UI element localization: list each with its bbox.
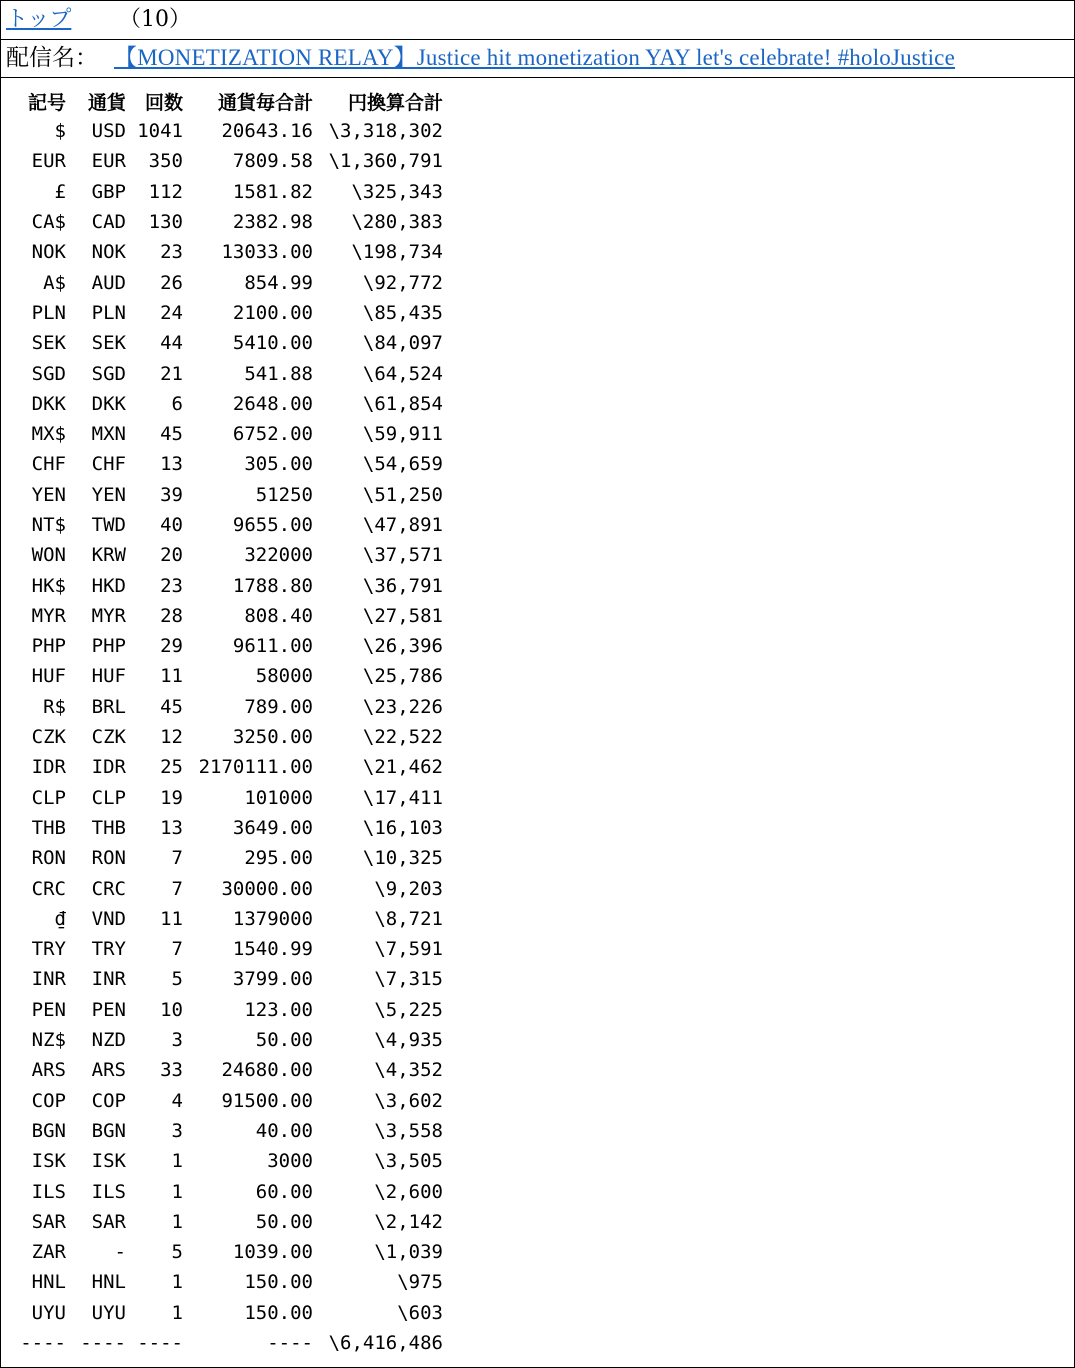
cell-yen-total: \5,225 — [374, 998, 443, 1021]
cell-symbol: BGN — [31, 1119, 66, 1142]
cell-count: 21 — [160, 362, 183, 385]
cell-currency-total: 123.00 — [244, 998, 313, 1021]
cell-currency-total: 3799.00 — [232, 968, 313, 991]
cell-yen-total: \47,891 — [362, 514, 443, 536]
cell-currency-total: 101000 — [244, 786, 313, 809]
header-symbol: 記号 — [27, 91, 66, 114]
cell-count: 12 — [160, 726, 183, 749]
cell-yen-total: \10,325 — [362, 847, 443, 870]
nav-row — [1, 1, 1074, 40]
cell-symbol: RON — [31, 847, 66, 870]
cell-count: 3 — [171, 1029, 183, 1052]
cell-currency: HNL — [91, 1271, 126, 1294]
table-row — [18, 873, 443, 903]
cell-symbol: ARS — [31, 1059, 66, 1082]
cell-currency: PLN — [91, 301, 126, 324]
cell-currency: NOK — [91, 241, 126, 264]
cell-currency-total: 3000 — [267, 1150, 313, 1173]
cell-currency-total: 541.88 — [244, 362, 313, 385]
table-row — [18, 631, 443, 661]
cell-symbol: UYU — [31, 1301, 66, 1324]
table-row — [18, 722, 443, 752]
cell-currency-total: 2100.00 — [232, 301, 313, 324]
cell-currency-total: 50.00 — [255, 1029, 313, 1052]
cell-yen-total: \92,772 — [362, 271, 443, 294]
cell-count: 6 — [171, 392, 183, 415]
cell-currency-total: 40.00 — [255, 1119, 313, 1142]
table-row — [18, 1237, 443, 1267]
footer-sep-2: ---- — [80, 1332, 126, 1355]
cell-yen-total: \325,343 — [351, 180, 443, 203]
cell-symbol: ₫ — [54, 907, 66, 930]
cell-count: 1 — [171, 1150, 183, 1173]
cell-count: 20 — [160, 544, 183, 567]
cell-currency: ARS — [91, 1059, 126, 1082]
cell-yen-total: \3,558 — [374, 1119, 443, 1142]
cell-count: 11 — [160, 665, 183, 688]
cell-currency-total: 91500.00 — [221, 1089, 313, 1112]
table-header — [18, 86, 443, 116]
cell-yen-total: \4,935 — [374, 1029, 443, 1052]
cell-yen-total: \23,226 — [362, 695, 443, 718]
cell-currency: TWD — [91, 514, 126, 536]
cell-currency: COP — [91, 1089, 126, 1112]
cell-currency-total: 51250 — [255, 483, 313, 506]
cell-symbol: THB — [31, 816, 66, 839]
cell-yen-total: \61,854 — [362, 392, 443, 415]
cell-yen-total: \85,435 — [362, 301, 443, 324]
cell-currency-total: 13033.00 — [221, 241, 313, 264]
table-row — [18, 358, 443, 388]
cell-yen-total: \17,411 — [362, 786, 443, 809]
cell-yen-total: \975 — [397, 1271, 443, 1294]
cell-yen-total: \36,791 — [362, 574, 443, 597]
cell-yen-total: \26,396 — [362, 635, 443, 658]
table-row — [18, 1025, 443, 1055]
cell-currency-total: 3649.00 — [232, 816, 313, 839]
item-count: （10） — [119, 7, 191, 32]
cell-currency-total: 6752.00 — [232, 423, 313, 446]
cell-currency: BGN — [91, 1119, 126, 1142]
table-row — [18, 934, 443, 964]
cell-count: 7 — [171, 847, 183, 870]
table-footer — [18, 1328, 443, 1358]
cell-currency: AUD — [91, 271, 126, 294]
cell-count: 11 — [160, 907, 183, 930]
cell-count: 1 — [171, 1210, 183, 1233]
table-row — [18, 540, 443, 570]
table-row — [18, 1207, 443, 1237]
cell-yen-total: \21,462 — [362, 756, 443, 779]
stream-title-row — [1, 40, 1074, 78]
cell-currency: CRC — [91, 877, 126, 900]
cell-currency-total: 150.00 — [244, 1301, 313, 1324]
cell-count: 13 — [160, 816, 183, 839]
stream-label: 配信名： — [6, 45, 98, 71]
cell-currency-total: 854.99 — [244, 271, 313, 294]
table-row — [18, 1116, 443, 1146]
table-row — [18, 1055, 443, 1085]
cell-currency: SGD — [91, 362, 126, 385]
cell-symbol: SEK — [31, 332, 66, 355]
cell-currency: IDR — [91, 756, 126, 779]
cell-currency: CAD — [91, 211, 126, 234]
stream-title-link[interactable]: 【MONETIZATION RELAY】Justice hit monetization YAY let's celebrate! #holoJustice — [114, 45, 955, 70]
footer-sep-3: ---- — [137, 1332, 183, 1355]
cell-yen-total: \2,142 — [374, 1210, 443, 1233]
header-yen-total: 円換算合計 — [347, 91, 443, 114]
cell-currency: INR — [91, 968, 126, 991]
cell-symbol: CLP — [31, 786, 66, 809]
cell-yen-total: \51,250 — [362, 483, 443, 506]
table-row — [18, 601, 443, 631]
table-row — [18, 480, 443, 510]
cell-count: 1 — [171, 1180, 183, 1203]
cell-symbol: PHP — [31, 635, 66, 658]
cell-yen-total: \3,602 — [374, 1089, 443, 1112]
table-row — [18, 1146, 443, 1176]
cell-symbol: CHF — [31, 453, 66, 476]
cell-currency: PEN — [91, 998, 126, 1021]
cell-count: 1 — [171, 1301, 183, 1324]
cell-symbol: HUF — [31, 665, 66, 688]
cell-currency-total: 1379000 — [232, 907, 313, 930]
cell-count: 24 — [160, 301, 183, 324]
cell-count: 5 — [171, 968, 183, 991]
cell-yen-total: \3,505 — [374, 1150, 443, 1173]
cell-currency-total: 2648.00 — [232, 392, 313, 415]
cell-currency-total: 60.00 — [255, 1180, 313, 1203]
header-currency-total: 通貨毎合計 — [217, 91, 313, 114]
table-row — [18, 177, 443, 207]
cell-currency-total: 789.00 — [244, 695, 313, 718]
table-row — [18, 1086, 443, 1116]
cell-count: 23 — [160, 241, 183, 264]
table-row — [18, 843, 443, 873]
cell-symbol: MYR — [31, 604, 66, 627]
cell-currency: KRW — [91, 544, 126, 567]
grand-total: \6,416,486 — [328, 1332, 443, 1355]
table-row — [18, 1176, 443, 1206]
cell-yen-total: \25,786 — [362, 665, 443, 688]
cell-yen-total: \2,600 — [374, 1180, 443, 1203]
top-link[interactable]: トップ — [6, 7, 72, 32]
cell-count: 4 — [171, 1089, 183, 1112]
cell-symbol: EUR — [31, 150, 66, 173]
cell-currency-total: 24680.00 — [221, 1059, 313, 1082]
cell-currency-total: 7809.58 — [232, 150, 313, 173]
cell-currency: - — [114, 1241, 126, 1264]
cell-currency-total: 5410.00 — [232, 332, 313, 355]
cell-count: 23 — [160, 574, 183, 597]
cell-currency: UYU — [91, 1301, 126, 1324]
table-row — [18, 1267, 443, 1297]
cell-currency: SAR — [91, 1210, 126, 1233]
table-row — [18, 783, 443, 813]
header-count: 回数 — [144, 91, 183, 114]
cell-currency-total: 30000.00 — [221, 877, 313, 900]
table-row — [18, 570, 443, 600]
table-row — [18, 1298, 443, 1328]
table-row — [18, 449, 443, 479]
cell-currency: THB — [91, 816, 126, 839]
cell-symbol: CZK — [31, 726, 66, 749]
cell-yen-total: \280,383 — [351, 211, 443, 234]
cell-currency: BRL — [91, 695, 126, 718]
cell-count: 1041 — [137, 120, 183, 143]
cell-yen-total: \1,039 — [374, 1241, 443, 1264]
cell-currency-total: 2170111.00 — [198, 756, 313, 779]
cell-currency-total: 322000 — [244, 544, 313, 567]
cell-currency: RON — [91, 847, 126, 870]
cell-symbol: HK$ — [31, 574, 66, 597]
cell-yen-total: \7,315 — [374, 968, 443, 991]
cell-count: 5 — [171, 1241, 183, 1264]
cell-symbol: PEN — [31, 998, 66, 1021]
cell-count: 28 — [160, 604, 183, 627]
cell-symbol: COP — [31, 1089, 66, 1112]
cell-currency: CLP — [91, 786, 126, 809]
cell-symbol: MX$ — [31, 423, 66, 446]
cell-symbol: WON — [31, 544, 66, 567]
table-row — [18, 116, 443, 146]
cell-currency: DKK — [91, 392, 126, 415]
cell-currency-total: 1540.99 — [232, 938, 313, 961]
cell-symbol: ZAR — [31, 1241, 66, 1264]
cell-currency-total: 808.40 — [244, 604, 313, 627]
table-row — [18, 904, 443, 934]
table-row — [18, 298, 443, 328]
cell-count: 33 — [160, 1059, 183, 1082]
cell-currency-total: 3250.00 — [232, 726, 313, 749]
cell-currency: SEK — [91, 332, 126, 355]
cell-symbol: DKK — [31, 392, 66, 415]
cell-currency-total: 1039.00 — [232, 1241, 313, 1264]
footer-sep-4: ---- — [267, 1332, 313, 1355]
cell-count: 44 — [160, 332, 183, 355]
cell-count: 29 — [160, 635, 183, 658]
cell-symbol: $ — [54, 120, 66, 143]
cell-currency-total: 9655.00 — [232, 514, 313, 536]
footer-sep-1: ---- — [20, 1332, 66, 1355]
cell-symbol: ISK — [31, 1150, 66, 1173]
cell-count: 25 — [160, 756, 183, 779]
cell-currency: EUR — [91, 150, 126, 173]
cell-currency: YEN — [91, 483, 126, 506]
table-row — [18, 419, 443, 449]
cell-count: 19 — [160, 786, 183, 809]
cell-symbol: SGD — [31, 362, 66, 385]
cell-count: 130 — [148, 211, 183, 234]
cell-yen-total: \7,591 — [374, 938, 443, 961]
cell-currency-total: 305.00 — [244, 453, 313, 476]
cell-count: 1 — [171, 1271, 183, 1294]
cell-count: 7 — [171, 877, 183, 900]
cell-currency: MXN — [91, 423, 126, 446]
cell-currency: CHF — [91, 453, 126, 476]
table-row — [18, 328, 443, 358]
cell-currency-total: 1581.82 — [232, 180, 313, 203]
table-row — [18, 510, 443, 540]
cell-count: 13 — [160, 453, 183, 476]
cell-currency-total: 20643.16 — [221, 120, 313, 143]
table-row — [18, 813, 443, 843]
cell-currency: GBP — [91, 180, 126, 203]
cell-count: 39 — [160, 483, 183, 506]
currency-table — [18, 86, 443, 1358]
cell-currency: ILS — [91, 1180, 126, 1203]
table-row — [18, 146, 443, 176]
cell-count: 45 — [160, 423, 183, 446]
table-row — [18, 964, 443, 994]
cell-symbol: NOK — [31, 241, 66, 264]
cell-currency-total: 2382.98 — [232, 211, 313, 234]
cell-yen-total: \22,522 — [362, 726, 443, 749]
cell-symbol: R$ — [43, 695, 66, 718]
cell-yen-total: \4,352 — [374, 1059, 443, 1082]
cell-currency: HKD — [91, 574, 126, 597]
cell-symbol: SAR — [31, 1210, 66, 1233]
cell-count: 3 — [171, 1119, 183, 1142]
cell-symbol: A$ — [43, 271, 66, 294]
cell-count: 112 — [148, 180, 183, 203]
cell-yen-total: \1,360,791 — [328, 150, 443, 173]
cell-yen-total: \8,721 — [374, 907, 443, 930]
cell-currency: ISK — [91, 1150, 126, 1173]
table-row — [18, 267, 443, 297]
cell-currency-total: 150.00 — [244, 1271, 313, 1294]
cell-symbol: TRY — [31, 938, 66, 961]
cell-yen-total: \27,581 — [362, 604, 443, 627]
cell-symbol: INR — [31, 968, 66, 991]
cell-symbol: YEN — [31, 483, 66, 506]
cell-yen-total: \84,097 — [362, 332, 443, 355]
cell-symbol: NZ$ — [31, 1029, 66, 1052]
table-row — [18, 995, 443, 1025]
cell-count: 45 — [160, 695, 183, 718]
cell-yen-total: \9,203 — [374, 877, 443, 900]
cell-symbol: ILS — [31, 1180, 66, 1203]
cell-symbol: HNL — [31, 1271, 66, 1294]
header-currency: 通貨 — [87, 91, 126, 114]
cell-currency-total: 58000 — [255, 665, 313, 688]
cell-yen-total: \16,103 — [362, 816, 443, 839]
cell-yen-total: \59,911 — [362, 423, 443, 446]
cell-currency-total: 9611.00 — [232, 635, 313, 658]
table-row — [18, 752, 443, 782]
cell-currency: USD — [91, 120, 126, 143]
cell-count: 40 — [160, 514, 183, 536]
cell-currency-total: 1788.80 — [232, 574, 313, 597]
cell-count: 7 — [171, 938, 183, 961]
cell-symbol: CA$ — [31, 211, 66, 234]
cell-currency: CZK — [91, 726, 126, 749]
cell-currency: MYR — [91, 604, 126, 627]
table-row — [18, 661, 443, 691]
cell-symbol: PLN — [31, 301, 66, 324]
cell-currency: TRY — [91, 938, 126, 961]
cell-symbol: IDR — [31, 756, 66, 779]
cell-symbol: CRC — [31, 877, 66, 900]
table-row — [18, 389, 443, 419]
cell-yen-total: \3,318,302 — [328, 120, 443, 143]
cell-count: 350 — [148, 150, 183, 173]
cell-currency-total: 295.00 — [244, 847, 313, 870]
cell-symbol: NT$ — [31, 514, 66, 536]
cell-yen-total: \37,571 — [362, 544, 443, 567]
cell-yen-total: \64,524 — [362, 362, 443, 385]
cell-currency: VND — [91, 907, 126, 930]
cell-currency: PHP — [91, 635, 126, 658]
table-row — [18, 237, 443, 267]
cell-count: 26 — [160, 271, 183, 294]
cell-currency-total: 50.00 — [255, 1210, 313, 1233]
cell-yen-total: \603 — [397, 1301, 443, 1324]
table-row — [18, 207, 443, 237]
cell-count: 10 — [160, 998, 183, 1021]
table-row — [18, 692, 443, 722]
cell-symbol: £ — [54, 180, 66, 203]
cell-yen-total: \198,734 — [351, 241, 443, 264]
cell-yen-total: \54,659 — [362, 453, 443, 476]
cell-currency: HUF — [91, 665, 126, 688]
cell-currency: NZD — [91, 1029, 126, 1052]
